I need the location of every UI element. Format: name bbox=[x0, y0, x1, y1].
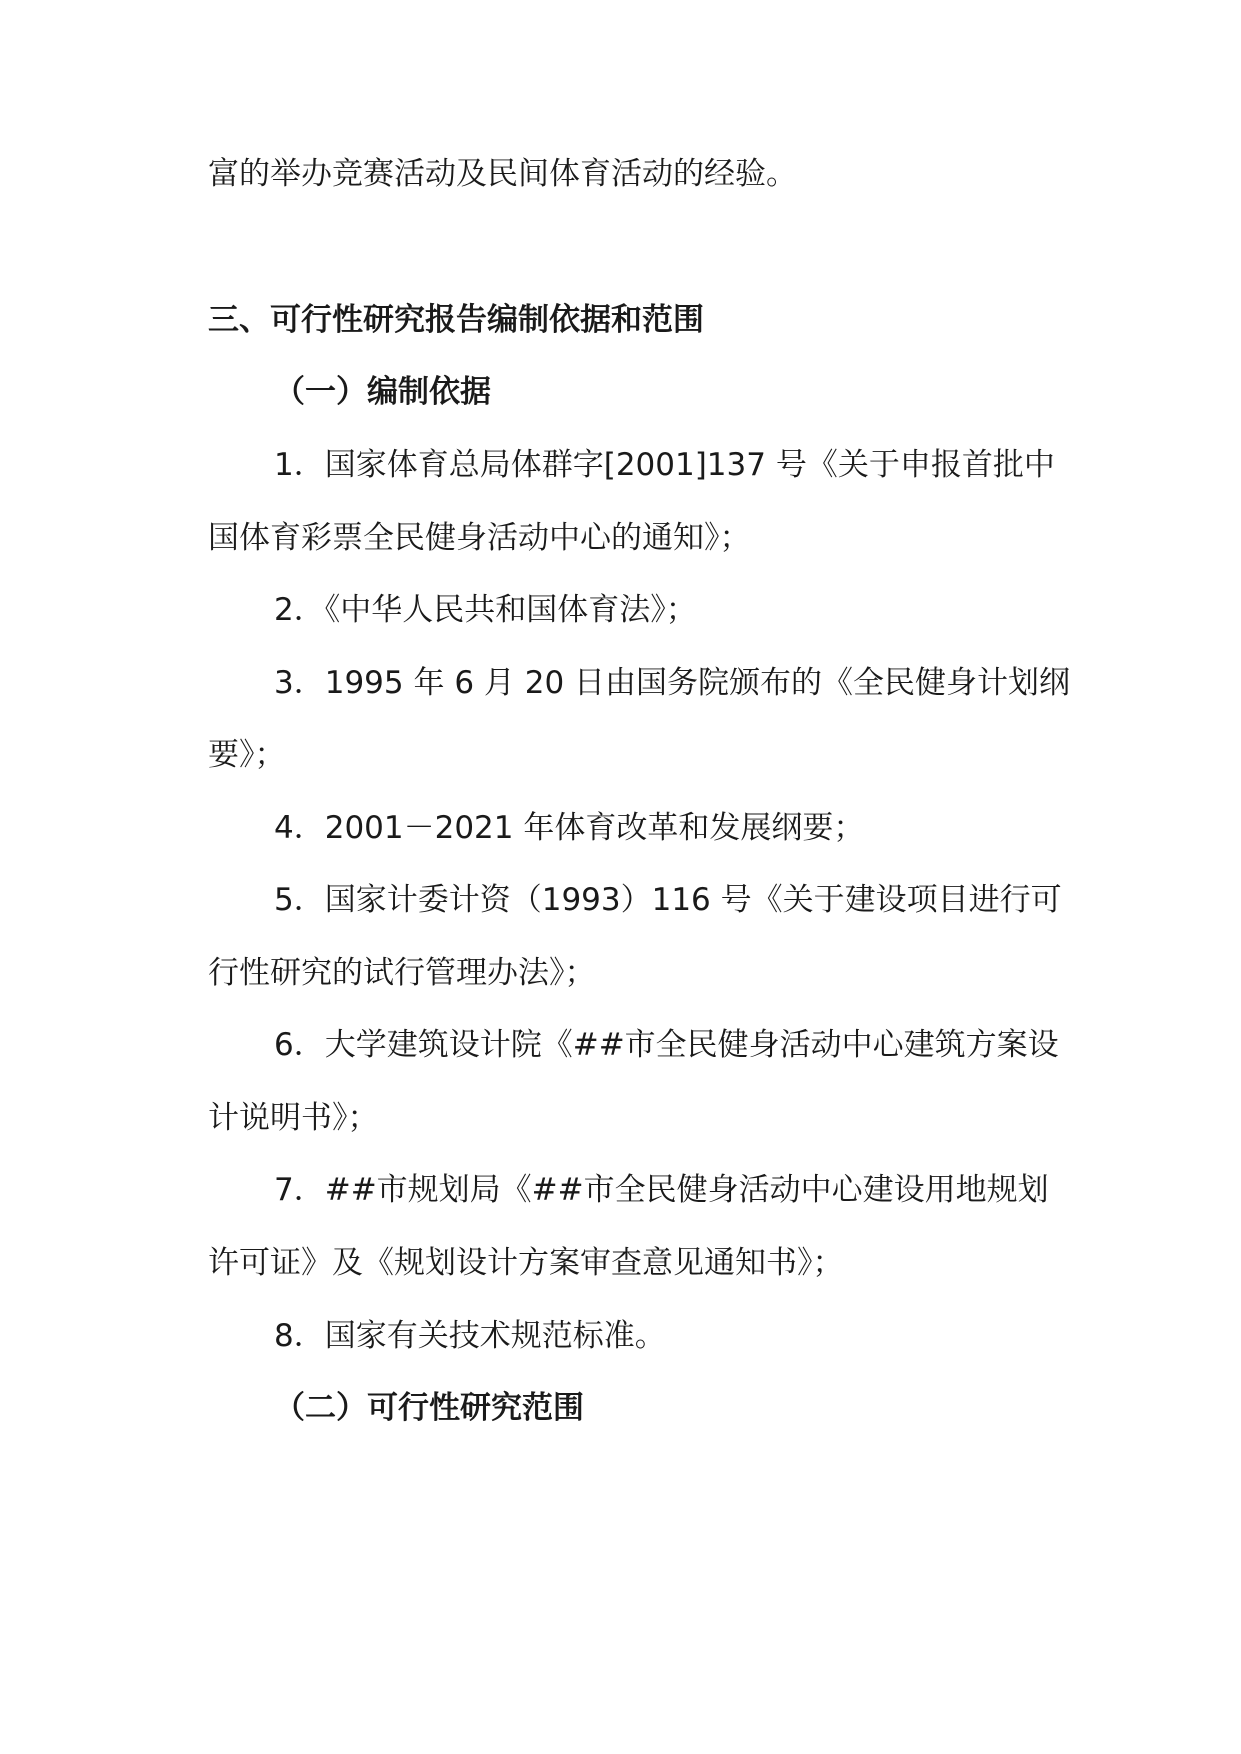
list-item-3-line-1: 3．1995 年 6 月 20 日由国务院颁布的《全民健身计划纲 bbox=[274, 665, 1071, 701]
list-item-1-line-2: 国体育彩票全民健身活动中心的通知》； bbox=[208, 520, 751, 556]
list-item-6-line-1: 6．大学建筑设计院《##市全民健身活动中心建筑方案设 bbox=[274, 1027, 1059, 1063]
list-item-6-line-2: 计说明书》； bbox=[208, 1100, 379, 1136]
list-item-7-line-2: 许可证》及《规划设计方案审查意见通知书》； bbox=[208, 1245, 844, 1281]
list-item-7-line-1: 7．##市规划局《##市全民健身活动中心建设用地规划 bbox=[274, 1172, 1049, 1208]
list-item-4: 4．2001－2021 年体育改革和发展纲要； bbox=[274, 810, 865, 846]
section-heading: 三、可行性研究报告编制依据和范围 bbox=[208, 302, 704, 338]
list-item-5-line-2: 行性研究的试行管理办法》； bbox=[208, 955, 596, 991]
subsection-heading-basis: （一）编制依据 bbox=[274, 374, 491, 410]
list-item-2: 2．《中华人民共和国体育法》； bbox=[274, 592, 697, 628]
paragraph-continuation: 富的举办竞赛活动及民间体育活动的经验。 bbox=[208, 156, 797, 192]
list-item-3-line-2: 要》； bbox=[208, 737, 286, 773]
list-item-8: 8．国家有关技术规范标准。 bbox=[274, 1318, 666, 1354]
list-item-5-line-1: 5．国家计委计资（1993）116 号《关于建设项目进行可 bbox=[274, 882, 1062, 918]
subsection-heading-scope: （二）可行性研究范围 bbox=[274, 1390, 584, 1426]
list-item-1-line-1: 1．国家体育总局体群字[2001]137 号《关于申报首批中 bbox=[274, 447, 1055, 483]
